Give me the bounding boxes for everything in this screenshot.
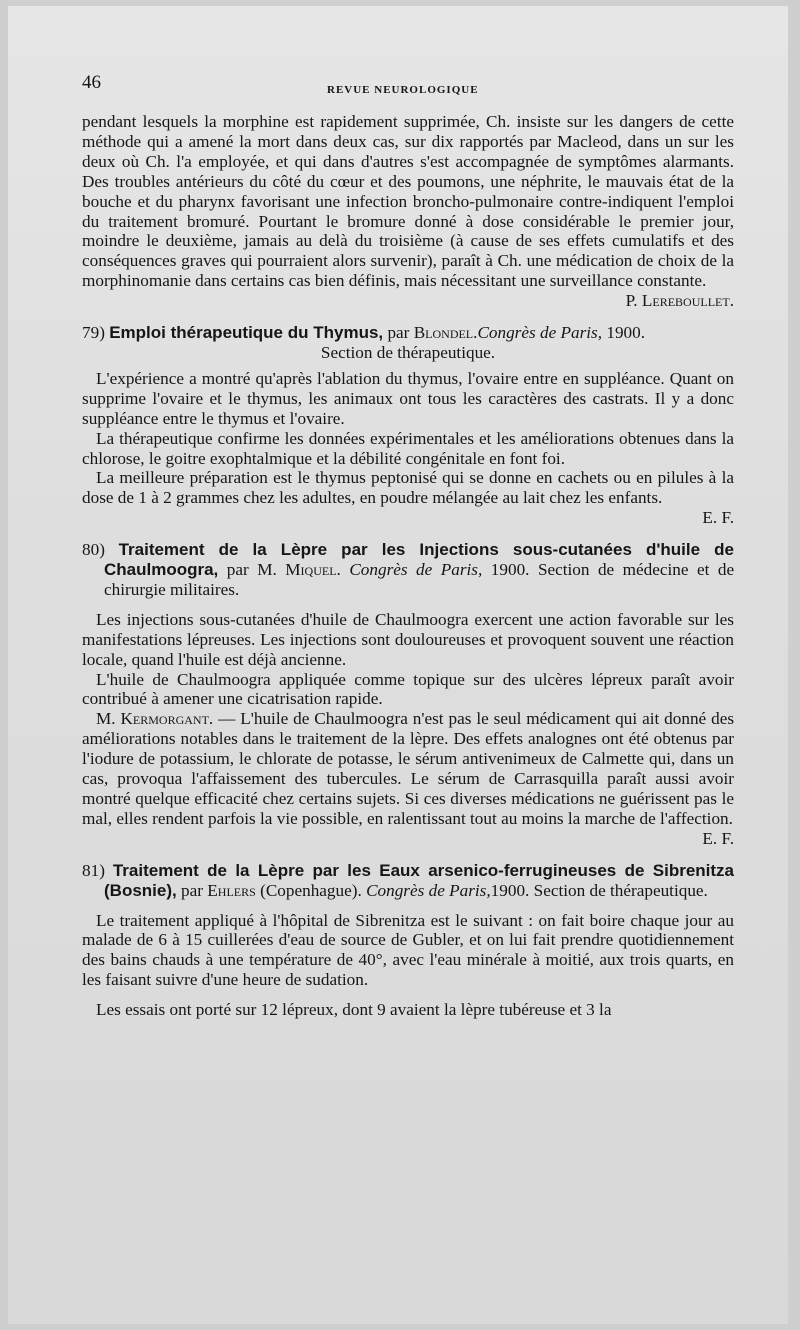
spacer xyxy=(82,990,734,1000)
paragraph: L'expérience a montré qu'après l'ablation du thymus, l'ovaire entre en suppléance. Quant on supprime l'ovaire et le thymus, les animaux ont tous les caractères des castrats. Il y a donc suppléance entre le thymus et l'ovaire. xyxy=(82,368,734,428)
journal-page xyxy=(8,6,788,1324)
page-header xyxy=(82,72,722,100)
article-title: Traitement de la Lèpre par les Injections sous-cutanées d'huile de Chaulmoogra, xyxy=(104,540,734,580)
article-number: 80) xyxy=(82,540,105,560)
article-number: 79) xyxy=(82,323,105,343)
page-body xyxy=(82,112,734,1020)
article-number: 81) xyxy=(82,860,105,880)
paragraph: La meilleure préparation est le thymus peptonisé qui se donne en cachets ou en pilules à la dose de 1 à 2 grammes chez les adultes, en poudre mélangée au lait chez les enfants. xyxy=(82,468,734,508)
article-section: Section de thérapeutique. xyxy=(533,880,708,900)
article-venue: Congrès de Paris, xyxy=(366,880,491,900)
article-80 xyxy=(82,540,734,849)
paragraph: Les essais ont porté sur 12 lépreux, dont 9 avaient la lèpre tubéreuse et 3 la xyxy=(96,1000,612,1020)
article-81 xyxy=(82,861,734,1020)
comment-paragraph xyxy=(82,709,734,828)
spacer xyxy=(82,901,734,911)
article-79 xyxy=(82,323,734,528)
signature: E. F. xyxy=(702,508,734,528)
page-number: 46 xyxy=(82,72,101,93)
article-venue: Congrès de Paris, xyxy=(349,560,483,580)
article-section: Section de médecine et de chirurgie militaires. xyxy=(104,560,735,599)
comment-author: M. Kermorgant. xyxy=(96,709,214,729)
article-author-note: (Copenhague). xyxy=(260,880,362,900)
article-heading xyxy=(82,540,734,600)
article-author: Ehlers xyxy=(207,880,256,900)
running-title: REVUE NEUROLOGIQUE xyxy=(327,84,479,96)
paragraph: L'huile de Chaulmoogra appliquée comme topique sur des ulcères lépreux paraît avoir contribué à amener une cicatrisation rapide. xyxy=(82,669,734,709)
paragraph: Les injections sous-cutanées d'huile de Chaulmoogra exercent une action favorable sur les manifestations lépreuses. Les injections sont douloureuses et provoquent souvent une réaction locale, quand l'huile est déjà ancienne. xyxy=(82,609,734,669)
article-title: Traitement de la Lèpre par les Eaux arsenico-ferrugineuses de Sibrenitza (Bosnie), xyxy=(104,860,734,900)
article-heading xyxy=(82,323,734,343)
article-author: Blondel. xyxy=(413,323,478,343)
article-year: 1900. xyxy=(606,323,646,343)
article-by: par xyxy=(181,880,203,900)
article-year: 1900. xyxy=(490,560,530,580)
article-venue: Congrès de Paris, xyxy=(477,323,603,343)
article-heading xyxy=(82,861,734,901)
article-by: par M. xyxy=(226,560,277,580)
signature: E. F. xyxy=(702,828,734,848)
paragraph: La thérapeutique confirme les données expérimentales et les améliorations obtenues dans la chlorose, le goitre exophtalmique et la débilité congénitale en font foi. xyxy=(82,428,734,468)
paragraph: Le traitement appliqué à l'hôpital de Sibrenitza est le suivant : on fait boire chaque jour au malade de 6 à 15 cuillerées d'eau de source de Gubler, et on lui fait prendre quotidiennement des bains chauds à une température de 40°, avec l'eau minérale à moitié, aux trois quarts, en les faisant suivre d'une heure de sudation. xyxy=(82,910,734,990)
spacer xyxy=(82,600,734,610)
signature: P. Lereboullet. xyxy=(625,291,734,311)
continuation-paragraph: pendant lesquels la morphine est rapidement supprimée, Ch. insiste sur les dangers de cette méthode qui a amené la mort dans deux cas, sur dix rapportés par Macleod, dans un sur les deux où Ch. l'a employée, et qui dans d'autres s'est accompagnée de symptômes alarmants. Des troubles antérieurs du côté du cœur et des poumons, une néphrite, le mauvais état de la bouche et du pharynx favorisant une infection broncho-pulmonaire contre-indiquent l'emploi du traitement bromuré. Pourtant le bromure donné à dose considérable le premier jour, moindre le deuxième, jamais au delà du troisième (à cause de ses effets cumulatifs et des conséquences graves qui pourraient alors survenir), paraît à Ch. une médication de choix de la morphinomanie dans certains cas bien définis, mais nécessitant une surveillance constante. xyxy=(82,112,734,291)
article-author: Miquel. xyxy=(285,560,341,580)
article-by: par xyxy=(387,323,410,343)
article-section: Section de thérapeutique. xyxy=(320,342,496,362)
article-title: Emploi thérapeutique du Thymus, xyxy=(109,323,384,343)
article-year: 1900. xyxy=(490,880,530,900)
comment-text: — L'huile de Chaulmoogra n'est pas le seul médicament qui ait donné des améliorations notables dans le traitement de la lèpre. Des effets analognes ont été obtenus par l'iodure de potassium, le chlorate de potasse, le sérum antivenimeux de Calmette qui, dans un cas, provoqua l'affaissement des tubercules. Le sérum de Carrasquilla paraît aussi avoir montré quelque efficacité chez certains sujets. Si ces diverses médications ne guérissent pas le mal, elles rendent parfois la vie possible, en ralentissant tout au moins la marche de l'affection. xyxy=(82,709,735,828)
